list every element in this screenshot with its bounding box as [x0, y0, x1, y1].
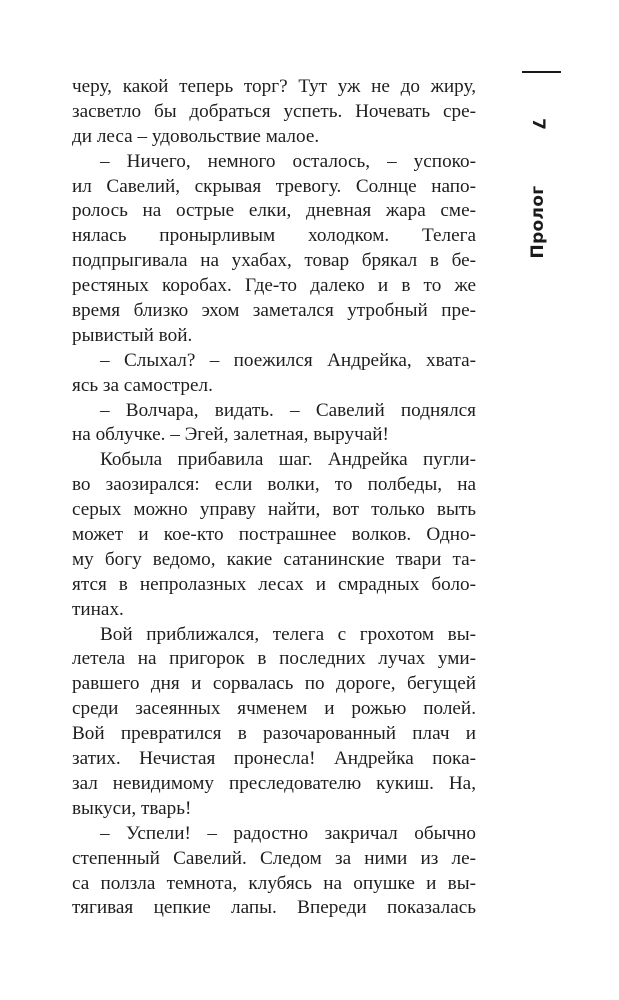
text-line: тягивая цепкие лапы. Впереди показалась [72, 897, 476, 919]
text-line: рестяных коробах. Где-то далеко и в то же [72, 275, 476, 297]
text-line: – Ничего, немного осталось, – успоко- [100, 150, 476, 172]
text-line: время близко эхом заметался утробный пре- [72, 300, 476, 322]
text-line: засветло бы добраться успеть. Ночевать сре- [72, 100, 476, 122]
text-line: ди леса – удовольствие малое. [72, 125, 320, 147]
text-line: ил Савелий, скрывая тревогу. Солнце напо- [72, 175, 476, 197]
text-line: черу, какой теперь торг? Тут уж не до жиру, [72, 76, 476, 97]
text-line: равшего дня и сорвалась по дороге, бегущей [72, 673, 476, 695]
text-line: нялась пронырливым холодком. Телега [72, 225, 476, 247]
text-line: летела на пригорок в последних лучах уми- [72, 648, 476, 670]
header-rule [522, 71, 561, 73]
text-line: са ползла темнота, клубясь на опушке и вы- [72, 872, 476, 894]
text-line: подпрыгивала на ухабах, товар брякал в бе- [72, 250, 476, 272]
text-line: Вой приближался, телега с грохотом вы- [100, 623, 476, 645]
text-line: выкуси, тварь! [72, 797, 192, 819]
text-line: Вой превратился в разочарованный плач и [72, 723, 476, 745]
text-line: – Успели! – радостно закричал обычно [100, 822, 476, 844]
text-line: ролось на острые елки, дневная жара сме- [72, 200, 476, 222]
text-line: ясь за самострел. [72, 374, 213, 396]
text-line: затих. Нечистая пронесла! Андрейка пока- [72, 748, 476, 770]
running-head-section-title: Пролог [528, 185, 548, 259]
text-line: серых можно управу найти, вот только выть [72, 499, 476, 521]
text-line: – Слыхал? – поежился Андрейка, хвата- [100, 349, 476, 371]
text-line: на облучке. – Эгей, залетная, выручай! [72, 424, 389, 446]
page-number: 7 [528, 118, 548, 130]
text-line: – Волчара, видать. – Савелий поднялся [100, 399, 476, 421]
text-line: среди засеянных ячменем и рожью полей. [72, 698, 476, 720]
text-line: зал невидимому преследователю кукиш. На, [72, 772, 476, 794]
text-line: тинах. [72, 598, 124, 620]
text-line: степенный Савелий. Следом за ними из ле- [72, 847, 476, 869]
body-text [72, 75, 476, 921]
text-line: рывистый вой. [72, 324, 193, 346]
text-line: ятся в непролазных лесах и смрадных боло- [72, 573, 476, 595]
text-line: во заозирался: если волки, то полбеды, на [72, 474, 476, 496]
text-line: Кобыла прибавила шаг. Андрейка пугли- [100, 449, 476, 471]
text-line: может и кое-кто пострашнее волков. Одно- [72, 524, 476, 546]
text-line: му богу ведомо, какие сатанинские твари та- [72, 548, 476, 570]
